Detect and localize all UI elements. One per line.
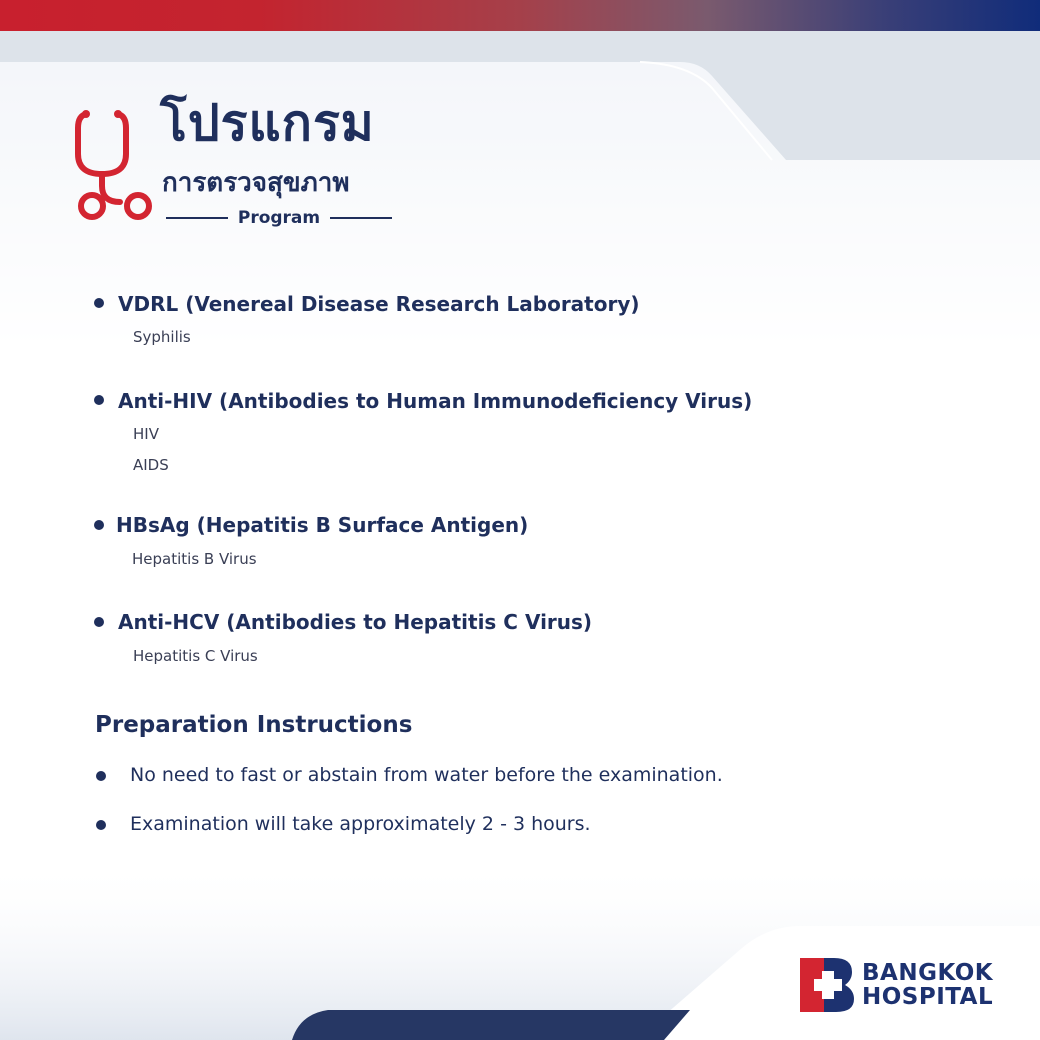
brand-name-line1: BANGKOK bbox=[862, 960, 994, 986]
test-name: HBsAg (Hepatitis B Surface Antigen) bbox=[116, 513, 529, 537]
bullet-icon bbox=[96, 820, 106, 830]
test-detail: AIDS bbox=[133, 456, 169, 474]
program-header bbox=[72, 94, 402, 238]
preparation-text: No need to fast or abstain from water before the examination. bbox=[130, 764, 723, 786]
bullet-icon bbox=[94, 520, 104, 530]
bullet-icon bbox=[94, 395, 104, 405]
test-detail: HIV bbox=[133, 425, 159, 443]
bullet-icon bbox=[94, 298, 104, 308]
preparation-title: Preparation Instructions bbox=[95, 712, 413, 738]
bullet-icon bbox=[96, 771, 106, 781]
stethoscope-icon bbox=[72, 102, 162, 232]
program-label-row bbox=[166, 208, 392, 228]
program-subtitle-thai: การตรวจสุขภาพ bbox=[162, 168, 350, 198]
test-detail: Hepatitis C Virus bbox=[133, 647, 258, 665]
bangkok-hospital-logo bbox=[800, 958, 1010, 1012]
bullet-icon bbox=[94, 617, 104, 627]
bangkok-hospital-cross-logo bbox=[800, 958, 854, 1012]
test-detail: Syphilis bbox=[133, 328, 191, 346]
program-title-thai: โปรแกรม bbox=[160, 94, 375, 152]
brand-name-line2: HOSPITAL bbox=[862, 984, 994, 1010]
preparation-text: Examination will take approximately 2 - 3 hours. bbox=[130, 813, 591, 835]
divider-line-left bbox=[166, 217, 228, 219]
test-name: VDRL (Venereal Disease Research Laboratory) bbox=[118, 292, 640, 316]
test-detail: Hepatitis B Virus bbox=[132, 550, 257, 568]
test-name: Anti-HIV (Antibodies to Human Immunodeficiency Virus) bbox=[118, 389, 753, 413]
test-name: Anti-HCV (Antibodies to Hepatitis C Virus) bbox=[118, 610, 593, 634]
program-label: Program bbox=[237, 208, 321, 228]
top-accent-bar bbox=[0, 0, 1040, 31]
divider-line-right bbox=[330, 217, 392, 219]
